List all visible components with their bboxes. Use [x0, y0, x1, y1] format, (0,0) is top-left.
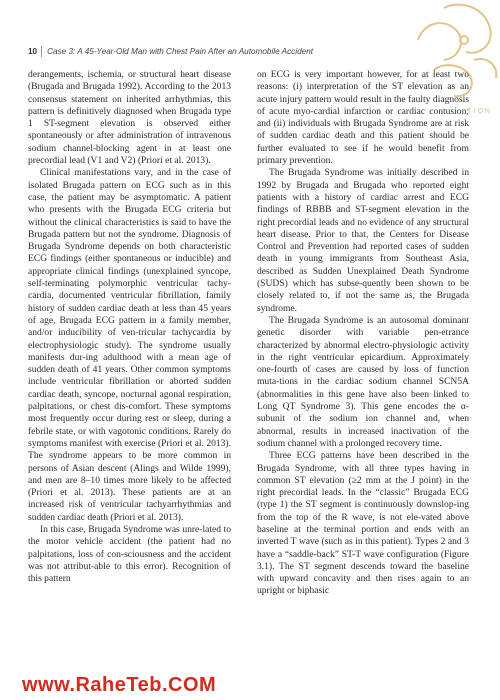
- footer-brand: [0, 672, 500, 700]
- left-column: [28, 69, 231, 585]
- page-header: [28, 44, 328, 58]
- paragraph: on ECG is very important however, for at least two reasons: (i) interpretation of the ST elevation as an acute injury pattern would result in the faulty diagnosis of acute myo-cardial infarction or cardiac contusion; and (ii) individuals with Brugada Syndrome are at risk of sudden cardiac death and this patient should be further evaluated to see if he would benefit from primary prevention.: [257, 69, 469, 167]
- page-number: 10: [28, 46, 38, 56]
- watermark-text: TION: [467, 108, 492, 115]
- header-divider: [41, 46, 42, 57]
- paragraph: Three ECG patterns have been described in the Brugada Syndrome, with all three types having in common ST elevation (≥2 mm at the J point) in the right precordial leads. In the “classic” Brugada ECG (type 1) the ST segment is continuously downslop-ing from the top of the R wave, is not ele-vated above baseline at the terminal portion and ends with an inverted T wave (such as in this patient). Types 2 and 3 have a “saddle-back” ST-T wave configuration (Figure 3.1). The ST segment descends toward the baseline with upward concavity and then rises again to an upright or biphasic: [257, 450, 469, 597]
- paragraph: In this case, Brugada Syndrome was unre-lated to the motor vehicle accident (the patient had no palpitations, loss of con-sciousness and the accident was not attribut-able to this error). Recognition of this pattern: [28, 523, 231, 585]
- footer-url[interactable]: www.RaheTeb.COM: [22, 674, 217, 696]
- paragraph: The Brugada Syndrome was initially described in 1992 by Brugada and Brugada who reported eight patients with a history of cardiac arrest and ECG findings of RBBB and ST-segment elevation in the right precordial leads and no evidence of any structural heart disease. Prior to that, the Centers for Disease Control and Prevention had reported cases of sudden death in young immigrants from Southeast Asia, described as Sudden Unexplained Death Syndrome (SUDS) which has subse-quently been shown to be closely related to, if not the same as, the Brugada syndrome.: [257, 167, 469, 314]
- paragraph: Clinical manifestations vary, and in the case of isolated Brugada pattern on ECG such as in this case, the patient may be asymptomatic. A patient who presents with the Brugada ECG criteria but without the clinical characteristics is said to have the Brugada pattern but not the syndrome. Diagnosis of Brugada Syndrome depends on both characteristic ECG findings (either spontaneous or inducible) and appropriate clinical findings (unexplained syncope, self-terminating polymorphic ventricular tachy-cardia, documented ventricular fibrillation, family history of sudden cardiac death at less than 45 years of age, Brugada ECG pattern in a family member, and/or inducibility of ven-tricular tachycardia by electrophysiologic study). The syndrome usually manifests dur-ing adulthood with a mean age of sudden death of 41 years. Other common symptoms include ventricular fibrillation or aborted sudden cardiac death, syncope, nocturnal agonal respiration, palpitations, or chest dis-comfort. These symptoms most frequently occur during rest or sleep, during a febrile state, or with vagotonic conditions. Rarely do symptoms manifest with exercise (Priori et al. 2013). The syndrome appears to be more common in persons of Asian descent (Alings and Wilde 1999), and men are 8–10 times more likely to be affected (Priori et al. 2013). These patients are at an increased risk of ventricular tachyarrhythmias and sudden cardiac death (Priori et al. 2013).: [28, 167, 231, 523]
- paragraph: The Brugada Syndrome is an autosomal dominant genetic disorder with variable pen-etrance characterized by abnormal electro-physiologic activity in the right ventricular epicardium. Approximately one-fourth of cases are caused by loss of function muta-tions in the cardiac sodium channel SCN5A (abnormalities in this gene have also been linked to Long QT Syndrome 3). This gene encodes the α-subunit of the sodium ion channel and, when abnormal, results in increased inactivation of the sodium channel with a prolonged recovery time.: [257, 314, 469, 449]
- right-column: [257, 69, 469, 598]
- paragraph: derangements, ischemia, or structural heart disease (Brugada and Brugada 1992). According to the 2013 consensus statement on inherited arrhythmias, this pattern is definitively diagnosed when Brugada type 1 ST-segment elevation is observed either spontaneously or after administration of intravenous sodium channel-blocking agent in at least one precordial lead (V1 and V2) (Priori et al. 2013).: [28, 69, 231, 167]
- running-title: Case 3: A 45-Year-Old Man with Chest Pain After an Automobile Accident: [47, 46, 314, 56]
